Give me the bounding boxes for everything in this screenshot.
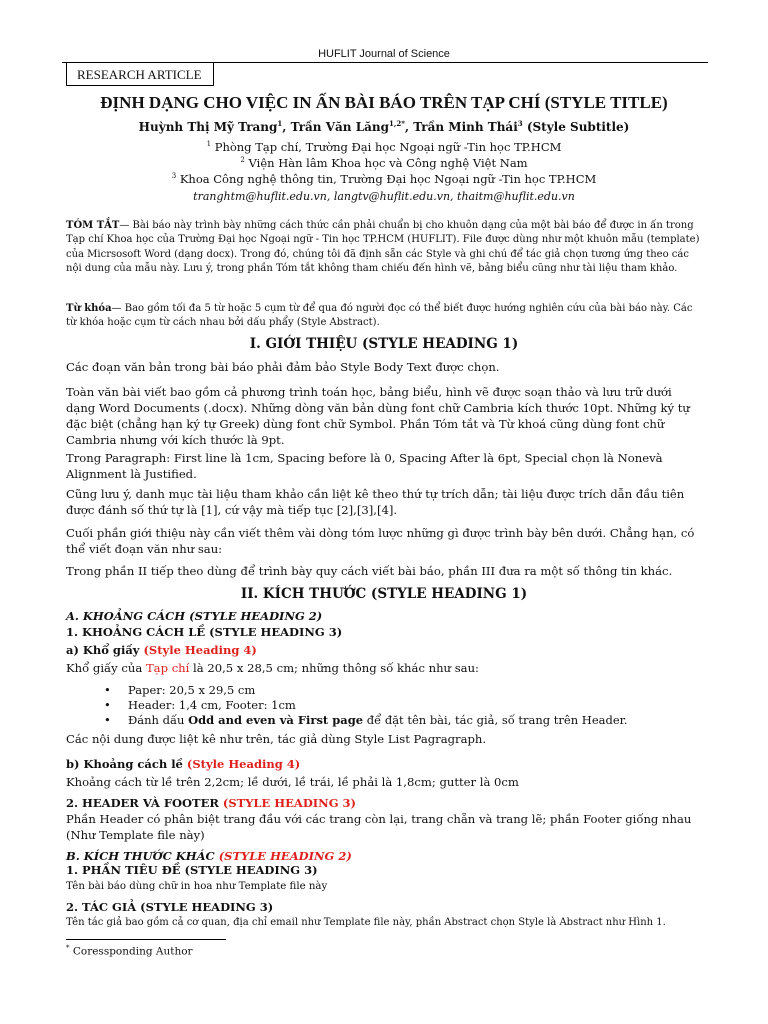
section-2-heading: II. KÍCH THƯỚC (STYLE HEADING 1) bbox=[240, 586, 528, 602]
header-footer-text: Phần Header có phân biệt trang đầu với các trang còn lại, trang chẵn và trang lẽ; phần Footer giống nhau (Như Template file này) bbox=[66, 812, 692, 842]
author-1: Huỳnh Thị Mỹ Trang bbox=[138, 120, 278, 134]
article-type-box: RESEARCH ARTICLE bbox=[66, 62, 214, 86]
heading-margins: b) Khoảng cách lề (Style Heading 4) bbox=[66, 757, 301, 771]
heading-header-footer: 2. HEADER VÀ FOOTER (STYLE HEADING 3) bbox=[66, 796, 356, 810]
body-paragraph-5: Cuối phần giới thiệu này cần viết thêm vài dòng tóm lược những gì được trình bày bên dưới. Chẳng hạn, có thể viết đoạn văn như sau: bbox=[66, 526, 695, 556]
keywords-label: Từ khóa bbox=[66, 303, 112, 314]
author-line: Huỳnh Thị Mỹ Trang$^1$, Trần Văn Lăng$^{1,2*}$, Trần Minh Thái$^3$ (Style Subtitle) bbox=[138, 119, 630, 134]
list-item: • Paper: 20,5 x 29,5 cm bbox=[104, 683, 628, 698]
heading-title-part: 1. PHẦN TIÊU ĐỀ (STYLE HEADING 3) bbox=[66, 863, 318, 877]
list-item: • Đánh dấu Odd and even và First page để đặt tên bài, tác giả, số trang trên Header. bbox=[104, 713, 628, 728]
affiliation-3: $^3$ Khoa Công nghệ thông tin, Trường Đại học Ngoại ngữ -Tin học TP.HCM bbox=[171, 172, 597, 186]
heading-paper-size: a) Khổ giấy (Style Heading 4) bbox=[66, 643, 257, 657]
paper-title: ĐỊNH DẠNG CHO VIỆC IN ẤN BÀI BÁO TRÊN TẠP CHÍ (STYLE TITLE) bbox=[100, 93, 668, 112]
footnote: * Coressponding Author bbox=[66, 944, 193, 958]
keywords-text: — Bao gồm tối đa 5 từ hoặc 5 cụm từ để qua đó người đọc có thể biết được hướng nghiên cứu của bài báo này. Các từ khóa hoặc cụm từ cách nhau bởi dấu phẩy (Style Abstract). bbox=[66, 303, 693, 329]
subsection-1-heading: 1. KHOẢNG CÁCH LỀ (STYLE HEADING 3) bbox=[66, 625, 343, 639]
list-item: • Header: 1,4 cm, Footer: 1cm bbox=[104, 698, 628, 713]
abstract bbox=[66, 219, 704, 277]
paper-spec-list bbox=[104, 683, 628, 728]
body-paragraph-4: Cũng lưu ý, danh mục tài liệu tham khảo cần liệt kê theo thứ tự trích dẫn; tài liệu được trích dẫn đầu tiên được đánh số thứ tự là [1], cứ vậy mà tiếp tục [2],[3],[4]. bbox=[66, 487, 685, 517]
author-part-text: Tên tác giả bao gồm cả cơ quan, địa chỉ email như Template file này, phần Abstract chọn Style là Abstract như Hình 1. bbox=[66, 917, 666, 928]
abstract-label: TÓM TẮT bbox=[66, 220, 120, 231]
author-style-note: (Style Subtitle) bbox=[526, 120, 630, 134]
author-2: Trần Văn Lăng bbox=[290, 120, 390, 134]
section-1-heading: I. GIỚI THIỆU (STYLE HEADING 1) bbox=[249, 336, 519, 352]
body-paragraph-6: Trong phần II tiếp theo dùng để trình bày quy cách viết bài báo, phần III đưa ra một số thông tin khác. bbox=[66, 564, 673, 578]
author-emails: tranghtm@huflit.edu.vn, langtv@huflit.edu.vn, thaitm@huflit.edu.vn bbox=[193, 190, 575, 203]
abstract-text: — Bài báo này trình bày những cách thức cần phải chuẩn bị cho khuôn dạng của một bài báo để được in ấn trong Tạp chí Khoa học của Trường Đại học Ngoại ngữ - Tin học TP.HCM (HUFLIT). File được dùng như một khuôn mẫu (template) của Micrsosoft Word (dạng docx). Trong đó, chúng tôi đã định sẵn các Style và ghi chú để tác giả chọn tương ứng theo các nội dung của mẫu này. Lưu ý, trong phần Tóm tắt không tham chiếu đến hình vẽ, bảng biểu cũng như tài liệu tham khảo. bbox=[66, 220, 700, 275]
keywords bbox=[66, 302, 704, 331]
subsection-a-heading: A. KHOẢNG CÁCH (STYLE HEADING 2) bbox=[66, 609, 323, 623]
body-paragraph-3: Trong Paragraph: First line là 1cm, Spacing before là 0, Spacing After là 6pt, Special chọn là Nonevà Alignment là Justified. bbox=[66, 451, 663, 481]
title-part-text: Tên bài báo dùng chữ in hoa như Template file này bbox=[66, 881, 328, 892]
journal-name: HUFLIT Journal of Science bbox=[318, 48, 450, 60]
paper-size-text: Khổ giấy của Tạp chí là 20,5 x 28,5 cm; những thông số khác như sau: bbox=[66, 661, 479, 675]
subsection-b-heading: B. KÍCH THƯỚC KHÁC (STYLE HEADING 2) bbox=[66, 849, 352, 863]
affiliation-2: $^2$ Viện Hàn lâm Khoa học và Công nghệ Việt Nam bbox=[240, 156, 528, 170]
body-paragraph-1: Các đoạn văn bản trong bài báo phải đảm bảo Style Body Text được chọn. bbox=[66, 360, 500, 374]
list-note: Các nội dung được liệt kê như trên, tác giả dùng Style List Pagragraph. bbox=[66, 732, 487, 746]
affiliation-1: $^1$ Phòng Tạp chí, Trường Đại học Ngoại ngữ -Tin học TP.HCM bbox=[206, 140, 562, 154]
heading-author-part: 2. TÁC GIẢ (STYLE HEADING 3) bbox=[66, 900, 274, 914]
margins-text: Khoảng cách từ lề trên 2,2cm; lề dưới, lề trái, lề phải là 1,8cm; gutter là 0cm bbox=[66, 775, 519, 789]
author-3: Trần Minh Thái bbox=[413, 120, 518, 134]
body-paragraph-2: Toàn văn bài viết bao gồm cả phương trình toán học, bảng biểu, hình vẽ được soạn thảo và lưu trữ dưới dạng Word Documents (.docx). Những dòng văn bản dùng font chữ Cambria kích thước 10pt. Những ký tự đặc biệt (chẳng hạn ký tự Greek) dùng font chữ Symbol. Phần Tóm tắt và Từ khoá cũng dùng font chữ Cambria nhưng với kích thước là 9pt. bbox=[66, 385, 690, 447]
journal-link: Tạp chí bbox=[145, 661, 190, 675]
footnote-rule bbox=[66, 939, 226, 940]
